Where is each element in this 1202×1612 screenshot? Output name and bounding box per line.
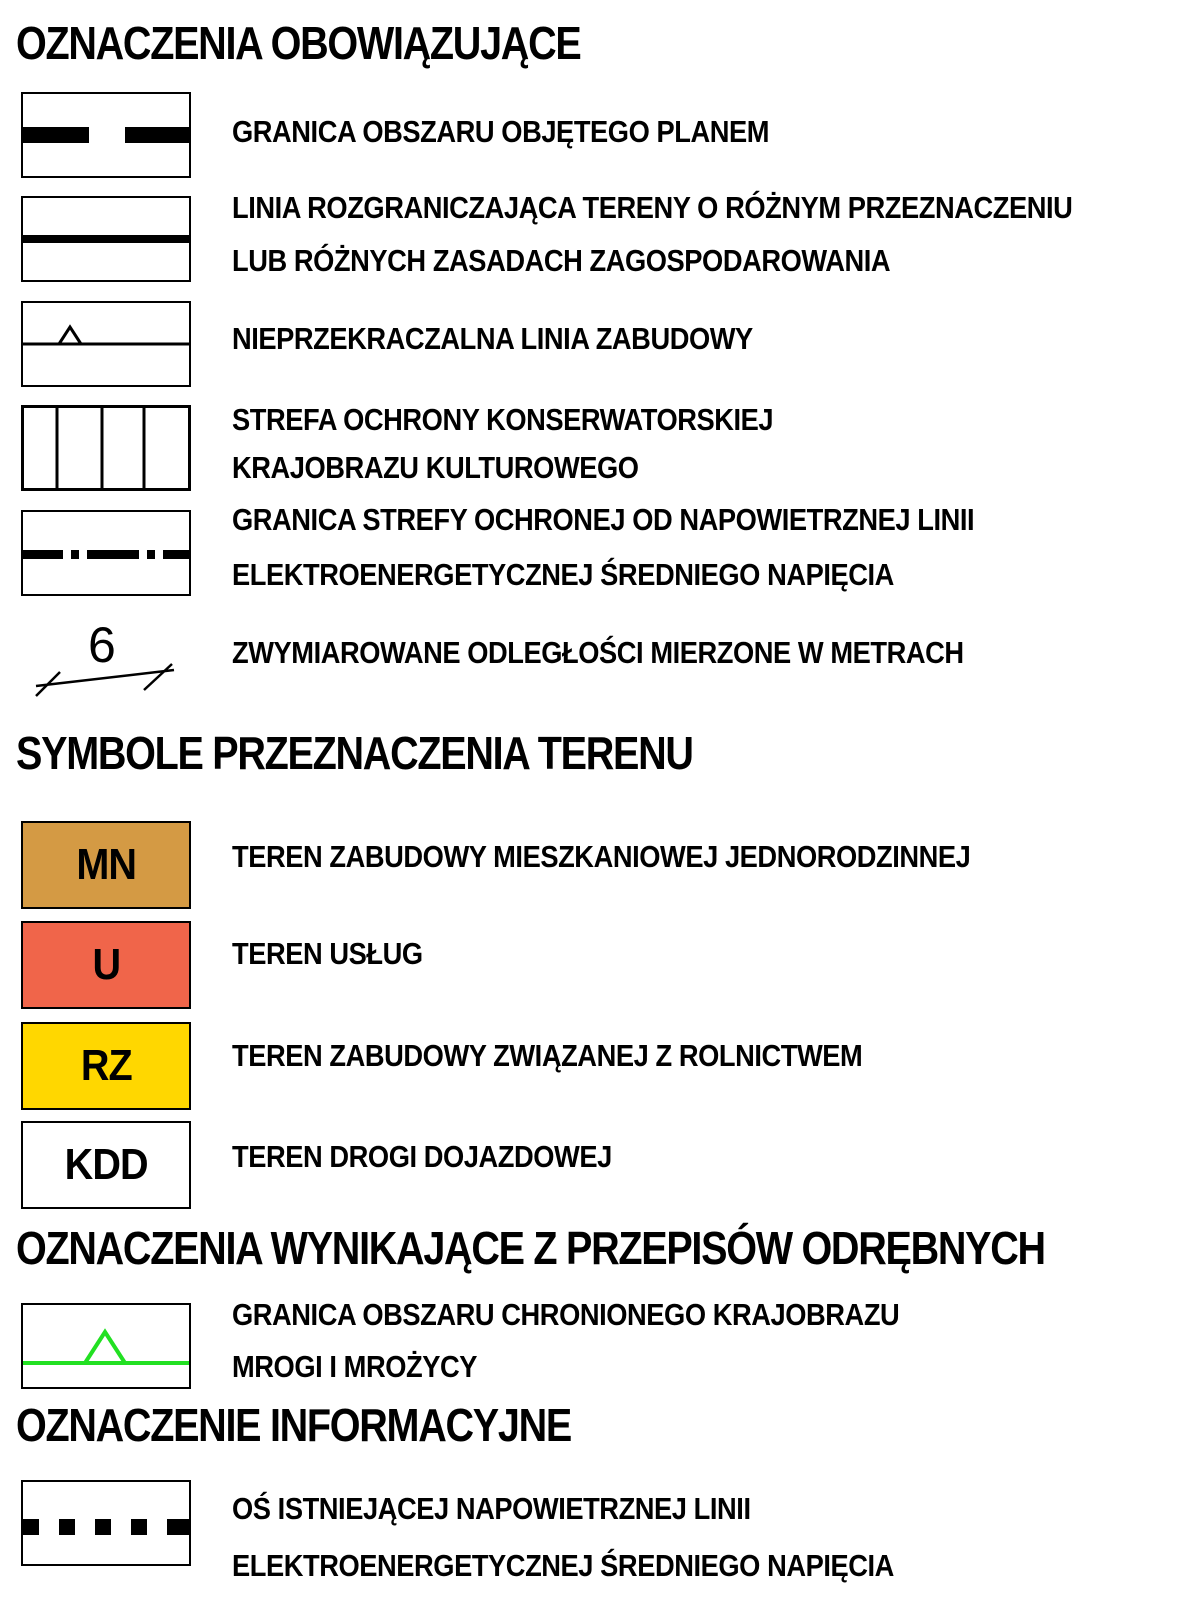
green-triangle-line-icon	[21, 1303, 191, 1389]
legend-label: ELEKTROENERGETYCZNEJ ŚREDNIEGO NAPIĘCIA	[232, 1548, 894, 1583]
land-use-code-mn: MN	[21, 821, 191, 909]
heading-binding: OZNACZENIA OBOWIĄZUJĄCE	[16, 17, 581, 69]
legend-label: TEREN ZABUDOWY ZWIĄZANEJ Z ROLNICTWEM	[232, 1038, 863, 1073]
legend-label: GRANICA OBSZARU CHRONIONEGO KRAJOBRAZU	[232, 1297, 900, 1332]
legend-label: STREFA OCHRONY KONSERWATORSKIEJ	[232, 402, 774, 437]
legend-label: MROGI I MROŻYCY	[232, 1349, 477, 1384]
dimension-value: 6	[88, 617, 116, 673]
legend-label: ZWYMIAROWANE ODLEGŁOŚCI MIERZONE W METRACH	[232, 635, 964, 670]
dimension-icon	[30, 617, 180, 708]
legend-label: TEREN ZABUDOWY MIESZKANIOWEJ JEDNORODZINNEJ	[232, 839, 971, 874]
heading-informational: OZNACZENIE INFORMACYJNE	[16, 1399, 571, 1451]
dashed-thick-line-icon	[21, 92, 191, 178]
land-use-code-u: U	[21, 921, 191, 1009]
legend-label: KRAJOBRAZU KULTUROWEGO	[232, 450, 639, 485]
legend-label: OŚ ISTNIEJĄCEJ NAPOWIETRZNEJ LINII	[232, 1491, 751, 1526]
dotted-square-line-icon	[21, 1480, 191, 1566]
legend-label: GRANICA OBSZARU OBJĘTEGO PLANEM	[232, 114, 770, 149]
dash-dot-line-icon	[21, 510, 191, 596]
legend-label: GRANICA STREFY OCHRONEJ OD NAPOWIETRZNEJ LINII	[232, 502, 975, 537]
heading-separate-regulations: OZNACZENIA WYNIKAJĄCE Z PRZEPISÓW ODRĘBNYCH	[16, 1222, 1045, 1274]
legend-label: TEREN DROGI DOJAZDOWEJ	[232, 1139, 612, 1174]
vertical-hatch-icon	[21, 405, 191, 491]
land-use-code-kdd: KDD	[21, 1121, 191, 1209]
legend-label: ELEKTROENERGETYCZNEJ ŚREDNIEGO NAPIĘCIA	[232, 557, 894, 592]
legend-label: NIEPRZEKRACZALNA LINIA ZABUDOWY	[232, 321, 753, 356]
legend-label: LUB RÓŻNYCH ZASADACH ZAGOSPODAROWANIA	[232, 243, 891, 278]
legend-label: TEREN USŁUG	[232, 936, 423, 971]
building-line-triangle-icon	[21, 301, 191, 387]
solid-thick-line-icon	[21, 196, 191, 282]
land-use-code-rz: RZ	[21, 1022, 191, 1110]
heading-land-use: SYMBOLE PRZEZNACZENIA TERENU	[16, 727, 693, 779]
legend-label: LINIA ROZGRANICZAJĄCA TERENY O RÓŻNYM PRZEZNACZENIU	[232, 190, 1073, 225]
